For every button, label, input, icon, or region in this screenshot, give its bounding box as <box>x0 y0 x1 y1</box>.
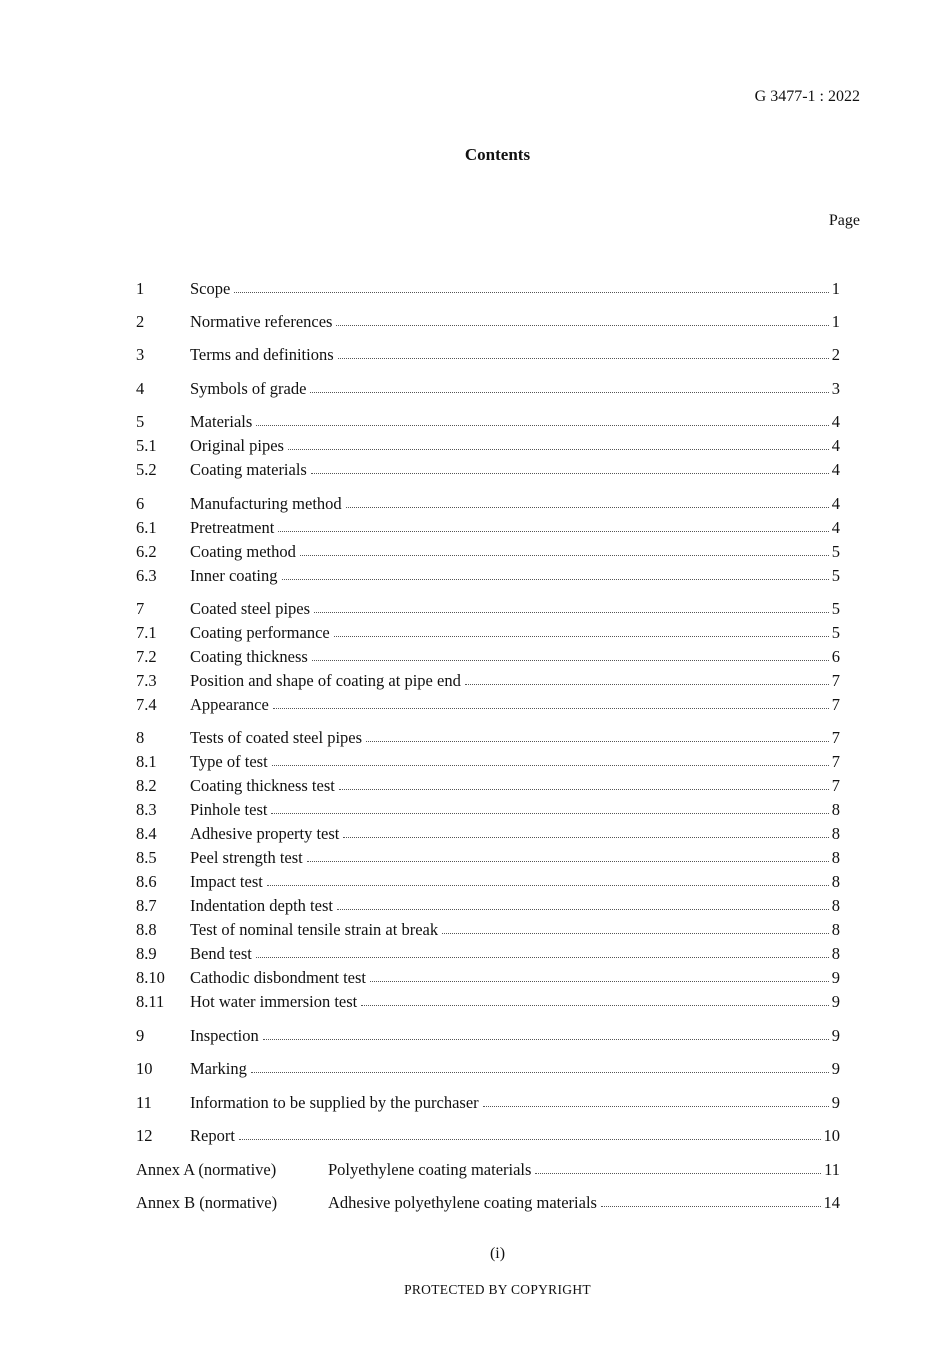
toc-entry-page: 8 <box>831 800 840 819</box>
toc-annex-label: Annex B (normative) <box>136 1193 278 1212</box>
toc-entry-title: Bend test <box>190 944 252 963</box>
toc-entry-page: 9 <box>831 968 840 987</box>
toc-entry-number: 7 <box>136 599 145 618</box>
toc-entry-number: 8 <box>136 728 145 747</box>
toc-entry[interactable] <box>136 646 840 668</box>
toc-entry[interactable] <box>136 278 840 300</box>
toc-entry-number: 5 <box>136 412 145 431</box>
toc-leader-dots <box>272 760 829 766</box>
toc-entry-title: Inner coating <box>190 566 278 585</box>
toc-entry-title: Appearance <box>190 695 269 714</box>
toc-leader-dots <box>307 856 829 862</box>
toc-entry-title: Peel strength test <box>190 848 303 867</box>
toc-entry-page: 5 <box>831 566 840 585</box>
toc-annex-label: Annex A (normative) <box>136 1160 277 1179</box>
toc-entry-number: 5.2 <box>136 460 157 479</box>
toc-entry-number: 7.1 <box>136 623 157 642</box>
toc-leader-dots <box>282 574 829 580</box>
toc-entry-page: 5 <box>831 623 840 642</box>
toc-entry-page: 4 <box>831 460 840 479</box>
toc-entry-page: 9 <box>831 1093 840 1112</box>
toc-entry-title: Coated steel pipes <box>190 599 311 618</box>
toc-entry-title: Tests of coated steel pipes <box>190 728 363 747</box>
toc-leader-dots <box>334 631 829 637</box>
toc-entry-page: 4 <box>831 494 840 513</box>
toc-entry-page: 8 <box>831 848 840 867</box>
toc-annex-title: Adhesive polyethylene coating materials <box>328 1193 597 1212</box>
toc-leader-dots <box>601 1201 821 1207</box>
toc-entry-title: Coating method <box>190 542 296 561</box>
toc-entry-page: 7 <box>831 728 840 747</box>
toc-leader-dots <box>338 353 829 359</box>
toc-entry-title: Symbols of grade <box>190 379 307 398</box>
document-id: G 3477-1 : 2022 <box>754 88 860 105</box>
toc-entry[interactable] <box>136 871 840 893</box>
toc-entry[interactable] <box>136 1058 840 1080</box>
toc-leader-dots <box>442 928 829 934</box>
toc-entry-title: Indentation depth test <box>190 896 333 915</box>
toc-entry[interactable] <box>136 598 840 620</box>
toc-entry-page: 4 <box>831 412 840 431</box>
toc-entry-title: Coating performance <box>190 623 330 642</box>
toc-entry-page: 8 <box>831 872 840 891</box>
toc-entry-number: 12 <box>136 1126 153 1145</box>
toc-leader-dots <box>288 444 829 450</box>
toc-entry-page: 3 <box>831 379 840 398</box>
copyright-notice: PROTECTED BY COPYRIGHT <box>404 1282 591 1297</box>
toc-entry-title: Coating thickness test <box>190 776 335 795</box>
toc-entry-number: 6.3 <box>136 566 157 585</box>
toc-annex-entry[interactable] <box>136 1192 840 1214</box>
toc-entry-number: 7.3 <box>136 671 157 690</box>
toc-leader-dots <box>263 1034 829 1040</box>
toc-entry[interactable] <box>136 378 840 400</box>
toc-leader-dots <box>339 784 829 790</box>
toc-entry-title: Terms and definitions <box>190 345 334 364</box>
toc-entry[interactable] <box>136 919 840 941</box>
toc-entry-number: 6.1 <box>136 518 157 537</box>
toc-entry-title: Scope <box>190 279 231 298</box>
toc-entry[interactable] <box>136 991 840 1013</box>
toc-entry[interactable] <box>136 541 840 563</box>
toc-entry[interactable] <box>136 670 840 692</box>
toc-entry-title: Position and shape of coating at pipe end <box>190 671 461 690</box>
toc-entry[interactable] <box>136 311 840 333</box>
toc-entry-title: Test of nominal tensile strain at break <box>190 920 439 939</box>
toc-entry-title: Adhesive property test <box>190 824 340 843</box>
footer-page-number: (i) <box>489 1245 506 1262</box>
toc-entry-title: Hot water immersion test <box>190 992 358 1011</box>
toc-entry[interactable] <box>136 1092 840 1114</box>
toc-entry[interactable] <box>136 895 840 917</box>
toc-entry-page: 2 <box>831 345 840 364</box>
toc-entry-page: 5 <box>831 599 840 618</box>
toc-entry[interactable] <box>136 435 840 457</box>
toc-entry[interactable] <box>136 1025 840 1047</box>
toc-entry-page: 1 <box>831 312 840 331</box>
toc-entry-title: Pretreatment <box>190 518 275 537</box>
toc-entry[interactable] <box>136 775 840 797</box>
toc-entry-number: 8.2 <box>136 776 157 795</box>
toc-annex-entry[interactable] <box>136 1159 840 1181</box>
toc-entry[interactable] <box>136 799 840 821</box>
contents-title: Contents <box>464 145 531 164</box>
toc-entry-number: 8.1 <box>136 752 157 771</box>
toc-leader-dots <box>256 952 829 958</box>
toc-entry-number: 8.10 <box>136 968 165 987</box>
toc-entry-page: 4 <box>831 518 840 537</box>
toc-annex-page: 11 <box>824 1160 840 1179</box>
toc-leader-dots <box>234 287 828 293</box>
toc-entry-page: 7 <box>831 776 840 795</box>
toc-leader-dots <box>366 736 829 742</box>
toc-entry-number: 8.5 <box>136 848 157 867</box>
toc-entry-number: 11 <box>136 1093 152 1112</box>
toc-entry-number: 8.6 <box>136 872 157 891</box>
toc-leader-dots <box>465 679 829 685</box>
toc-entry-page: 8 <box>831 824 840 843</box>
toc-entry-title: Normative references <box>190 312 333 331</box>
toc-entry-page: 9 <box>831 1026 840 1045</box>
toc-entry-number: 4 <box>136 379 145 398</box>
toc-entry-page: 5 <box>831 542 840 561</box>
toc-entry-title: Marking <box>190 1059 247 1078</box>
toc-entry-page: 4 <box>831 436 840 455</box>
toc-leader-dots <box>314 607 829 613</box>
toc-entry-title: Report <box>190 1126 235 1145</box>
toc-entry[interactable] <box>136 411 840 433</box>
toc-entry-title: Impact test <box>190 872 263 891</box>
toc-leader-dots <box>300 550 829 556</box>
toc-entry-number: 8.11 <box>136 992 165 1011</box>
toc-leader-dots <box>239 1134 821 1140</box>
toc-entry-number: 7.4 <box>136 695 157 714</box>
toc-entry-title: Cathodic disbondment test <box>190 968 366 987</box>
toc-entry-page: 6 <box>831 647 840 666</box>
toc-entry-title: Materials <box>190 412 253 431</box>
toc-entry-page: 7 <box>831 752 840 771</box>
toc-entry[interactable] <box>136 751 840 773</box>
toc-entry-page: 8 <box>831 944 840 963</box>
toc-entry-page: 9 <box>831 992 840 1011</box>
toc-annex-page: 14 <box>823 1193 840 1212</box>
toc-entry[interactable] <box>136 517 840 539</box>
toc-entry-number: 8.9 <box>136 944 157 963</box>
toc-entry-title: Coating thickness <box>190 647 308 666</box>
toc-leader-dots <box>337 904 829 910</box>
toc-entry[interactable] <box>136 847 840 869</box>
toc-entry[interactable] <box>136 694 840 716</box>
toc-entry-page: 7 <box>831 671 840 690</box>
toc-leader-dots <box>361 1000 828 1006</box>
toc-entry-title: Information to be supplied by the purchaser <box>190 1093 479 1112</box>
toc-entry[interactable] <box>136 493 840 515</box>
toc-leader-dots <box>278 526 828 532</box>
toc-entry-number: 3 <box>136 345 145 364</box>
toc-entry[interactable] <box>136 565 840 587</box>
toc-leader-dots <box>370 976 829 982</box>
toc-entry[interactable] <box>136 823 840 845</box>
toc-leader-dots <box>256 420 828 426</box>
toc-entry-page: 10 <box>823 1126 840 1145</box>
toc-entry[interactable] <box>136 459 840 481</box>
toc-entry-number: 6.2 <box>136 542 157 561</box>
toc-leader-dots <box>273 703 829 709</box>
toc-entry-title: Coating materials <box>190 460 307 479</box>
toc-entry-number: 2 <box>136 312 145 331</box>
toc-entry-number: 6 <box>136 494 145 513</box>
toc-entry-title: Original pipes <box>190 436 284 455</box>
toc-entry-number: 9 <box>136 1026 145 1045</box>
toc-entry-title: Inspection <box>190 1026 259 1045</box>
toc-entry-number: 1 <box>136 279 145 298</box>
toc-annex-title: Polyethylene coating materials <box>328 1160 532 1179</box>
toc-leader-dots <box>346 502 829 508</box>
toc-entry[interactable] <box>136 727 840 749</box>
toc-entry-page: 9 <box>831 1059 840 1078</box>
toc-entry-number: 5.1 <box>136 436 157 455</box>
toc-entry[interactable] <box>136 344 840 366</box>
toc-leader-dots <box>483 1101 829 1107</box>
toc-entry[interactable] <box>136 943 840 965</box>
toc-entry-page: 8 <box>831 920 840 939</box>
page-column-label: Page <box>828 212 860 229</box>
toc-entry-number: 8.3 <box>136 800 157 819</box>
toc-entry-title: Pinhole test <box>190 800 268 819</box>
toc-entry[interactable] <box>136 622 840 644</box>
toc-leader-dots <box>535 1168 821 1174</box>
toc-leader-dots <box>312 655 829 661</box>
toc-leader-dots <box>310 387 828 393</box>
toc-entry-number: 7.2 <box>136 647 157 666</box>
toc-entry-number: 8.8 <box>136 920 157 939</box>
toc-leader-dots <box>267 880 829 886</box>
toc-leader-dots <box>271 808 828 814</box>
toc-leader-dots <box>343 832 828 838</box>
toc-entry-page: 1 <box>831 279 840 298</box>
toc-entry-page: 7 <box>831 695 840 714</box>
toc-entry[interactable] <box>136 967 840 989</box>
toc-entry-number: 10 <box>136 1059 153 1078</box>
toc-entry-number: 8.4 <box>136 824 157 843</box>
toc-entry-title: Type of test <box>190 752 268 771</box>
toc-entry[interactable] <box>136 1125 840 1147</box>
toc-entry-title: Manufacturing method <box>190 494 342 513</box>
toc-leader-dots <box>311 468 829 474</box>
toc-entry-number: 8.7 <box>136 896 157 915</box>
toc-leader-dots <box>251 1067 829 1073</box>
toc-entry-page: 8 <box>831 896 840 915</box>
toc-leader-dots <box>336 320 828 326</box>
